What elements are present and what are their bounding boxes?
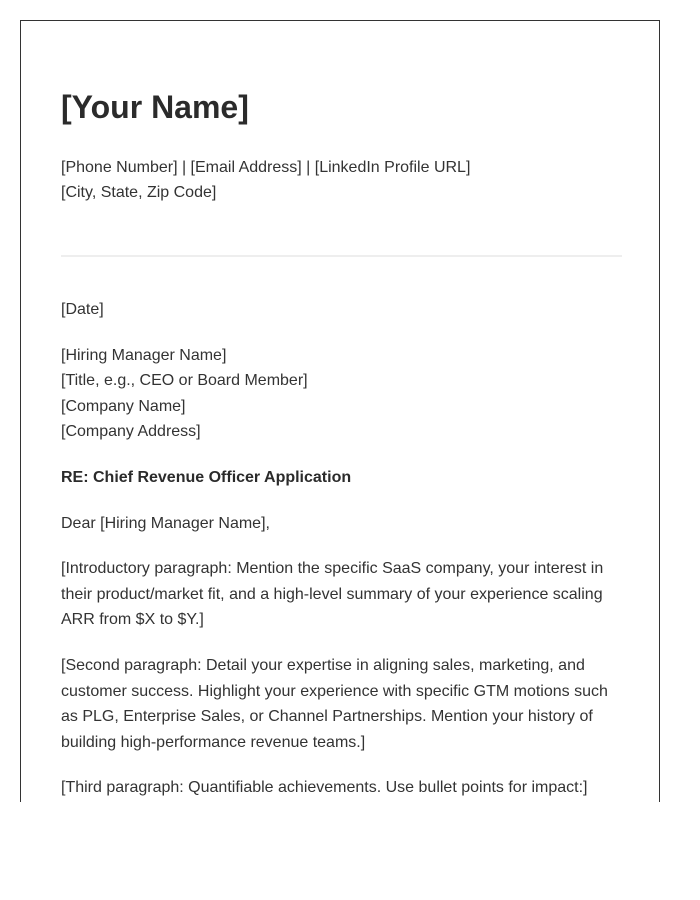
paragraph-third: [Third paragraph: Quantifiable achievements. Use bullet points for impact:] [61,779,588,797]
sender-contact-block [61,155,470,205]
sender-contact-line: [Phone Number] | [Email Address] | [LinkedIn Profile URL] [61,159,471,176]
sender-name: [Your Name] [61,89,249,125]
letter-body [61,297,622,802]
letter-date: [Date] [61,301,104,318]
recipient-name: [Hiring Manager Name] [61,346,227,364]
recipient-title: [Title, e.g., CEO or Board Member] [61,372,308,390]
recipient-block [61,343,622,445]
paragraph-second: [Second paragraph: Detail your expertise in aligning sales, marketing, and customer success. Highlight your experience with specific GTM motions such as PLG, Enterprise Sales, or Channel Partnerships. Mention your history of building high-performance revenue teams.] [61,656,608,751]
letter-page [20,20,660,802]
recipient-address: [Company Address] [61,423,201,441]
subject-line: RE: Chief Revenue Officer Application [61,468,352,486]
salutation: Dear [Hiring Manager Name], [61,514,270,532]
recipient-company: [Company Name] [61,397,186,415]
sender-location-line: [City, State, Zip Code] [61,184,217,201]
header-divider [61,255,622,257]
paragraph-intro: [Introductory paragraph: Mention the specific SaaS company, your interest in their product/market fit, and a high-level summary of your experience scaling ARR from $X to $Y.] [61,560,604,629]
